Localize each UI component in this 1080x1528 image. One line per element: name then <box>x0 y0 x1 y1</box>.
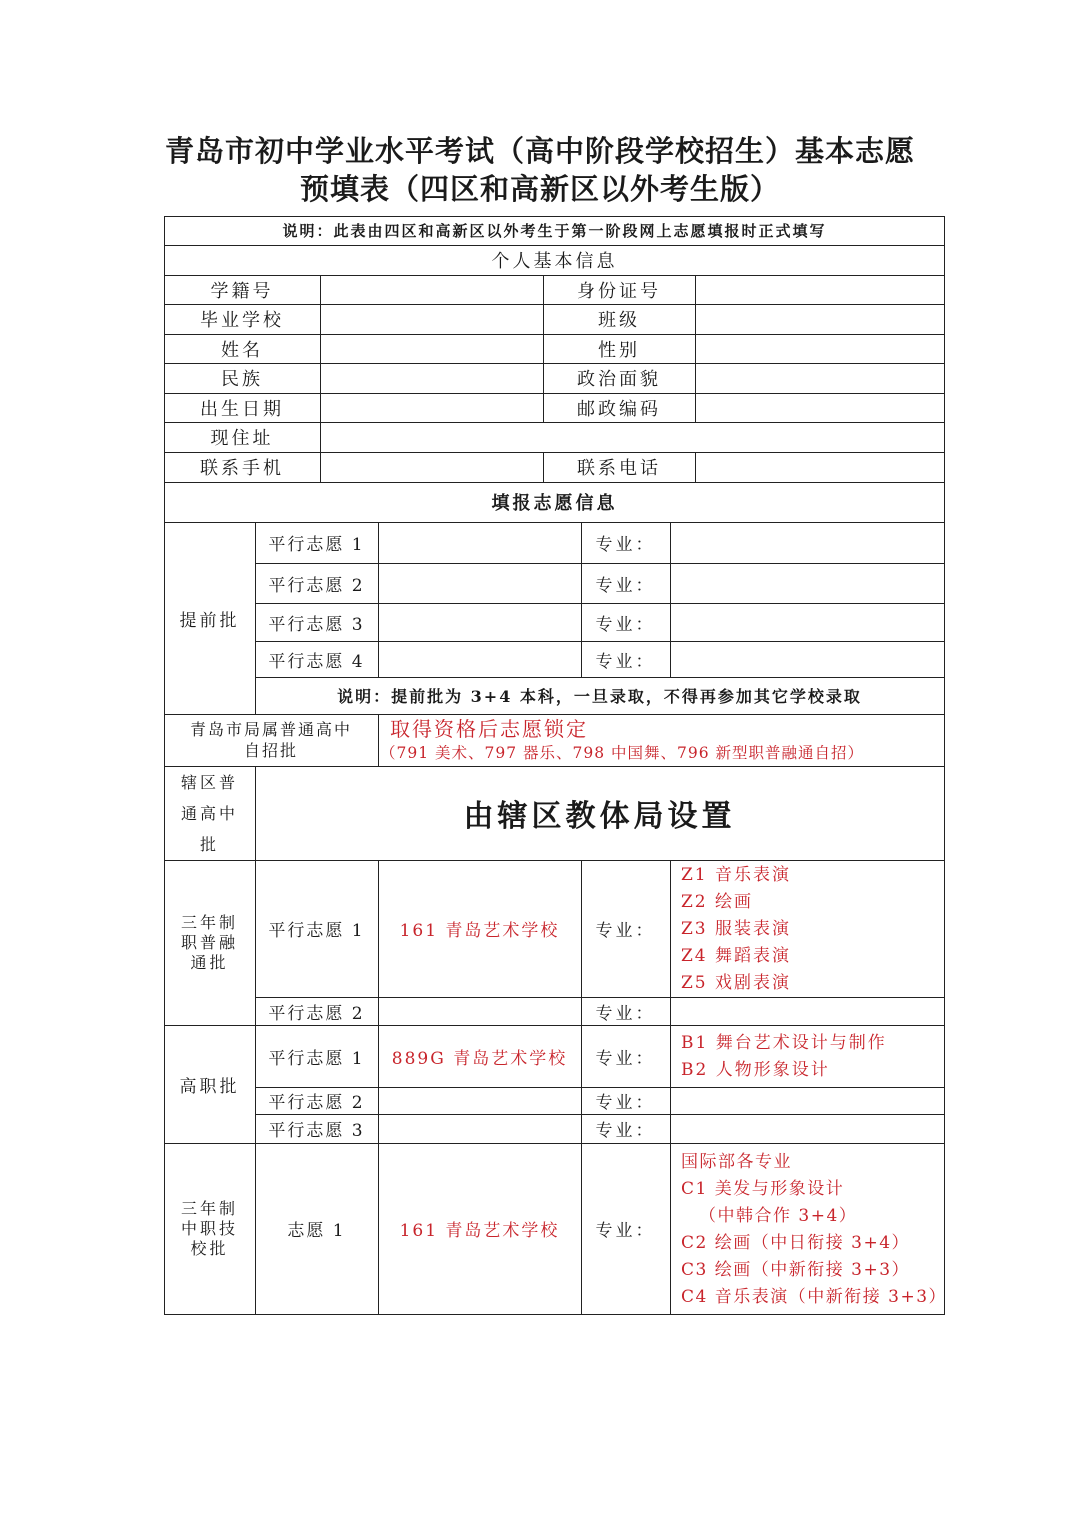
title-line-2: 预填表（四区和高新区以外考生版） <box>299 172 780 206</box>
wish-info-header: 填报志愿信息 <box>491 493 618 514</box>
major-item: B1 舞台艺术设计与制作 <box>681 1033 887 1053</box>
field-postcode[interactable] <box>696 394 943 421</box>
field-student-id[interactable] <box>321 276 542 303</box>
early-wish-4-major-field[interactable] <box>671 642 943 676</box>
label-gender: 性别 <box>598 339 640 361</box>
vocational-wish-2-label: 平行志愿 2 <box>268 1093 365 1113</box>
technical-label-line-1: 三年制 <box>180 1198 238 1218</box>
early-wish-1-major-label: 专业： <box>595 535 656 555</box>
major-item: Z4 舞蹈表演 <box>681 946 792 966</box>
three-year-wish-2-label: 平行志愿 2 <box>268 1003 365 1024</box>
field-address[interactable] <box>321 423 943 451</box>
major-item: C4 音乐表演（中新衔接 3+3） <box>681 1287 948 1307</box>
three-year-majors-list <box>681 862 791 997</box>
three-year-label-line-3: 通批 <box>190 952 229 972</box>
title-line-1: 青岛市初中学业水平考试（高中阶段学校招生）基本志愿 <box>164 134 915 168</box>
field-phone[interactable] <box>696 453 943 481</box>
three-year-wish-2-major-label: 专业： <box>595 1003 656 1024</box>
early-wish-3-major-field[interactable] <box>671 604 943 640</box>
label-political: 政治面貌 <box>577 369 661 390</box>
label-postcode: 邮政编码 <box>577 398 661 420</box>
three-year-wish-2-major-field[interactable] <box>671 998 943 1024</box>
early-wish-2-school-field[interactable] <box>379 564 580 602</box>
early-wish-2-label: 平行志愿 2 <box>268 575 365 596</box>
note-top: 说明：此表由四区和高新区以外考生于第一阶段网上志愿填报时正式填写 <box>282 222 827 240</box>
district-label-line-3: 批 <box>199 834 219 854</box>
label-ethnicity: 民族 <box>221 369 263 390</box>
label-student-id: 学籍号 <box>210 280 274 302</box>
major-item: Z3 服装表演 <box>681 919 792 939</box>
three-year-label-line-1: 三年制 <box>180 912 238 932</box>
early-wish-2-major-field[interactable] <box>671 564 943 602</box>
field-id-card[interactable] <box>696 276 943 303</box>
technical-wish-1-school: 161 青岛艺术学校 <box>399 1221 560 1241</box>
district-label-line-1: 辖区普 <box>180 772 238 792</box>
early-wish-3-label: 平行志愿 3 <box>268 614 365 635</box>
field-class[interactable] <box>696 305 943 333</box>
field-ethnicity[interactable] <box>321 364 542 392</box>
major-item: Z5 戏剧表演 <box>681 973 792 993</box>
vocational-wish-1-school: 889G 青岛艺术学校 <box>391 1048 568 1069</box>
early-wish-3-school-field[interactable] <box>379 604 580 640</box>
technical-wish-1-major-label: 专业： <box>595 1221 656 1241</box>
self-recruit-lock-text: 取得资格后志愿锁定 <box>390 717 588 741</box>
district-label-line-2: 通高中 <box>180 803 238 823</box>
field-gender[interactable] <box>696 335 943 362</box>
label-name: 姓名 <box>221 339 263 361</box>
vocational-wish-2-major-field[interactable] <box>671 1088 943 1113</box>
three-year-wish-1-major-label: 专业： <box>595 921 656 941</box>
major-item: Z2 绘画 <box>681 892 754 912</box>
vocational-wish-3-label: 平行志愿 3 <box>268 1121 365 1141</box>
vocational-batch-label: 高职批 <box>179 1076 240 1097</box>
technical-batch-label <box>164 1143 255 1314</box>
self-recruit-label-line-1: 青岛市局属普通高中 <box>189 720 352 739</box>
vocational-wish-2-school-field[interactable] <box>379 1088 580 1113</box>
vocational-wish-3-major-label: 专业： <box>595 1121 656 1141</box>
major-item: B2 人物形象设计 <box>681 1060 830 1080</box>
district-batch-label <box>164 766 255 860</box>
three-year-wish-1-label: 平行志愿 1 <box>268 921 365 941</box>
early-wish-4-label: 平行志愿 4 <box>268 651 365 672</box>
personal-info-header: 个人基本信息 <box>491 251 618 272</box>
self-recruit-label-line-2: 自招批 <box>243 741 298 760</box>
early-batch-label: 提前批 <box>179 610 240 631</box>
early-wish-1-label: 平行志愿 1 <box>268 535 365 555</box>
self-recruit-programs: （791 美术、797 器乐、798 中国舞、796 新型职普融通自招） <box>380 744 865 762</box>
vocational-wish-1-major-label: 专业： <box>595 1048 656 1069</box>
label-id-card: 身份证号 <box>577 280 661 302</box>
three-year-wish-2-school-field[interactable] <box>379 998 580 1024</box>
field-school[interactable] <box>321 305 542 333</box>
vocational-wish-1-label: 平行志愿 1 <box>268 1048 365 1069</box>
three-year-batch-label <box>164 860 255 1025</box>
three-year-wish-1-school: 161 青岛艺术学校 <box>399 921 560 941</box>
three-year-label-line-2: 职普融 <box>180 932 238 952</box>
self-recruit-content <box>380 716 944 766</box>
major-item: （中韩合作 3+4） <box>699 1206 858 1226</box>
early-wish-4-major-label: 专业： <box>595 651 656 672</box>
district-content: 由辖区教体局设置 <box>463 799 736 834</box>
field-name[interactable] <box>321 335 542 362</box>
technical-wish-1-label: 志愿 1 <box>287 1221 346 1241</box>
label-mobile: 联系手机 <box>200 458 284 479</box>
early-batch-note: 说明：提前批为 3+4 本科，一旦录取，不得再参加其它学校录取 <box>337 687 862 706</box>
label-phone: 联系电话 <box>577 458 661 479</box>
field-birth[interactable] <box>321 394 542 421</box>
early-wish-3-major-label: 专业： <box>595 614 656 635</box>
label-school: 毕业学校 <box>200 310 284 331</box>
technical-label-line-2: 中职技 <box>180 1218 238 1238</box>
major-item: C2 绘画（中日衔接 3+4） <box>681 1233 911 1253</box>
major-item: C1 美发与形象设计 <box>681 1179 845 1199</box>
label-class: 班级 <box>598 310 640 331</box>
vocational-wish-3-school-field[interactable] <box>379 1115 580 1142</box>
early-wish-1-major-field[interactable] <box>671 523 943 562</box>
major-item: 国际部各专业 <box>681 1152 792 1172</box>
vocational-wish-3-major-field[interactable] <box>671 1115 943 1142</box>
early-wish-2-major-label: 专业： <box>595 575 656 596</box>
early-wish-4-school-field[interactable] <box>379 642 580 676</box>
label-birth: 出生日期 <box>200 398 284 420</box>
label-address: 现住址 <box>210 428 274 449</box>
major-item: C3 绘画（中新衔接 3+3） <box>681 1260 911 1280</box>
major-item: Z1 音乐表演 <box>681 865 792 885</box>
field-mobile[interactable] <box>321 453 542 481</box>
self-recruit-label <box>164 714 378 766</box>
vocational-wish-2-major-label: 专业： <box>595 1093 656 1113</box>
early-wish-1-school-field[interactable] <box>379 523 580 562</box>
vocational-majors-list <box>681 1030 887 1084</box>
technical-label-line-3: 校批 <box>190 1238 229 1258</box>
field-political[interactable] <box>696 364 943 392</box>
technical-majors-list <box>681 1149 947 1311</box>
